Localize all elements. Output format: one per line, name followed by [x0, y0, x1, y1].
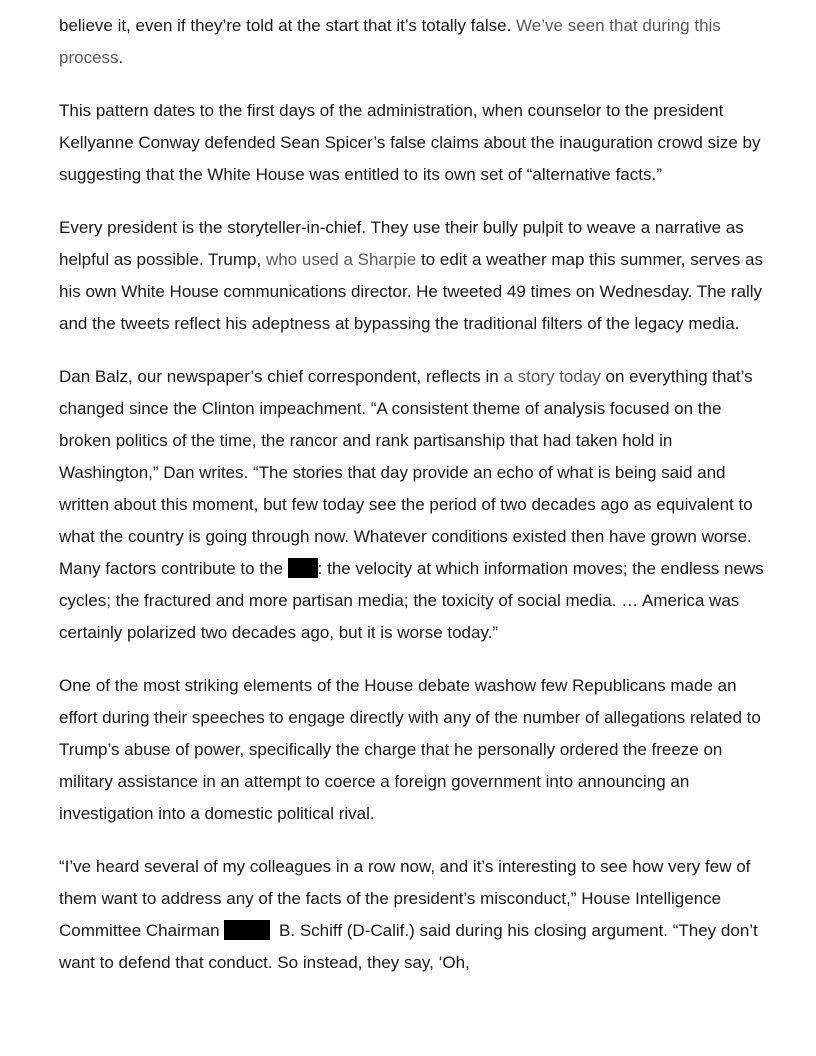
story-today-link[interactable]: a story today: [503, 367, 601, 386]
paragraph-6: “I’ve heard several of my colleagues in a row now, and it’s interesting to see how very few of them want to address any of the facts of the president’s misconduct,” House Intelligence Committee Chairman B. Schiff (D-Calif.) said during his closing argument. “They don’t want to defend that conduct. So instead, they say, ‘Oh,: [59, 857, 758, 972]
paragraph-4: Dan Balz, our newspaper’s chief correspondent, reflects in a story today on everything that’s changed since the Clinton impeachment. “A consistent theme of analysis focused on the broken politics of the time, the rancor and rank partisanship that had taken hold in Washington,” Dan writes. “The stories that day provide an echo of what is being said and written about this moment, but few today see the period of two decades ago as equivalent to what the country is going through now. Whatever conditions existed then have grown worse. Many factors contribute to the : the velocity at which information moves; the endless news cycles; the fractured and more partisan media; the toxicity of social media. … America was certainly polarized two decades ago, but it is worse today.”: [59, 367, 764, 642]
process-link[interactable]: We’ve seen that during this process: [59, 16, 721, 67]
paragraph-3: Every president is the storyteller-in-chief. They use their bully pulpit to weave a narrative as helpful as possible. Trump, who used a Sharpie to edit a weather map this summer, serves as his own White House communications director. He tweeted 49 times on Wednesday. The rally and the tweets reflect his adeptness at bypassing the traditional filters of the legacy media.: [59, 218, 763, 333]
article-body: [59, 10, 771, 1000]
paragraph-1: believe it, even if they’re told at the start that it’s totally false. We’ve seen that during this process.: [59, 16, 721, 67]
sharpie-link[interactable]: who used a Sharpie: [265, 250, 417, 269]
redaction-block: [288, 558, 318, 578]
paragraph-2: This pattern dates to the first days of the administration, when counselor to the president Kellyanne Conway defended Sean Spicer’s false claims about the inauguration crowd size by suggesting that the White House was entitled to its own set of “alternative facts.”: [59, 101, 761, 184]
paragraph-5: One of the most striking elements of the House debate washow few Republicans made an effort during their speeches to engage directly with any of the number of allegations related to Trump’s abuse of power, specifically the charge that he personally ordered the freeze on military assistance in an attempt to coerce a foreign government into announcing an investigation into a domestic political rival.: [59, 676, 761, 823]
redaction-block: [224, 920, 270, 940]
